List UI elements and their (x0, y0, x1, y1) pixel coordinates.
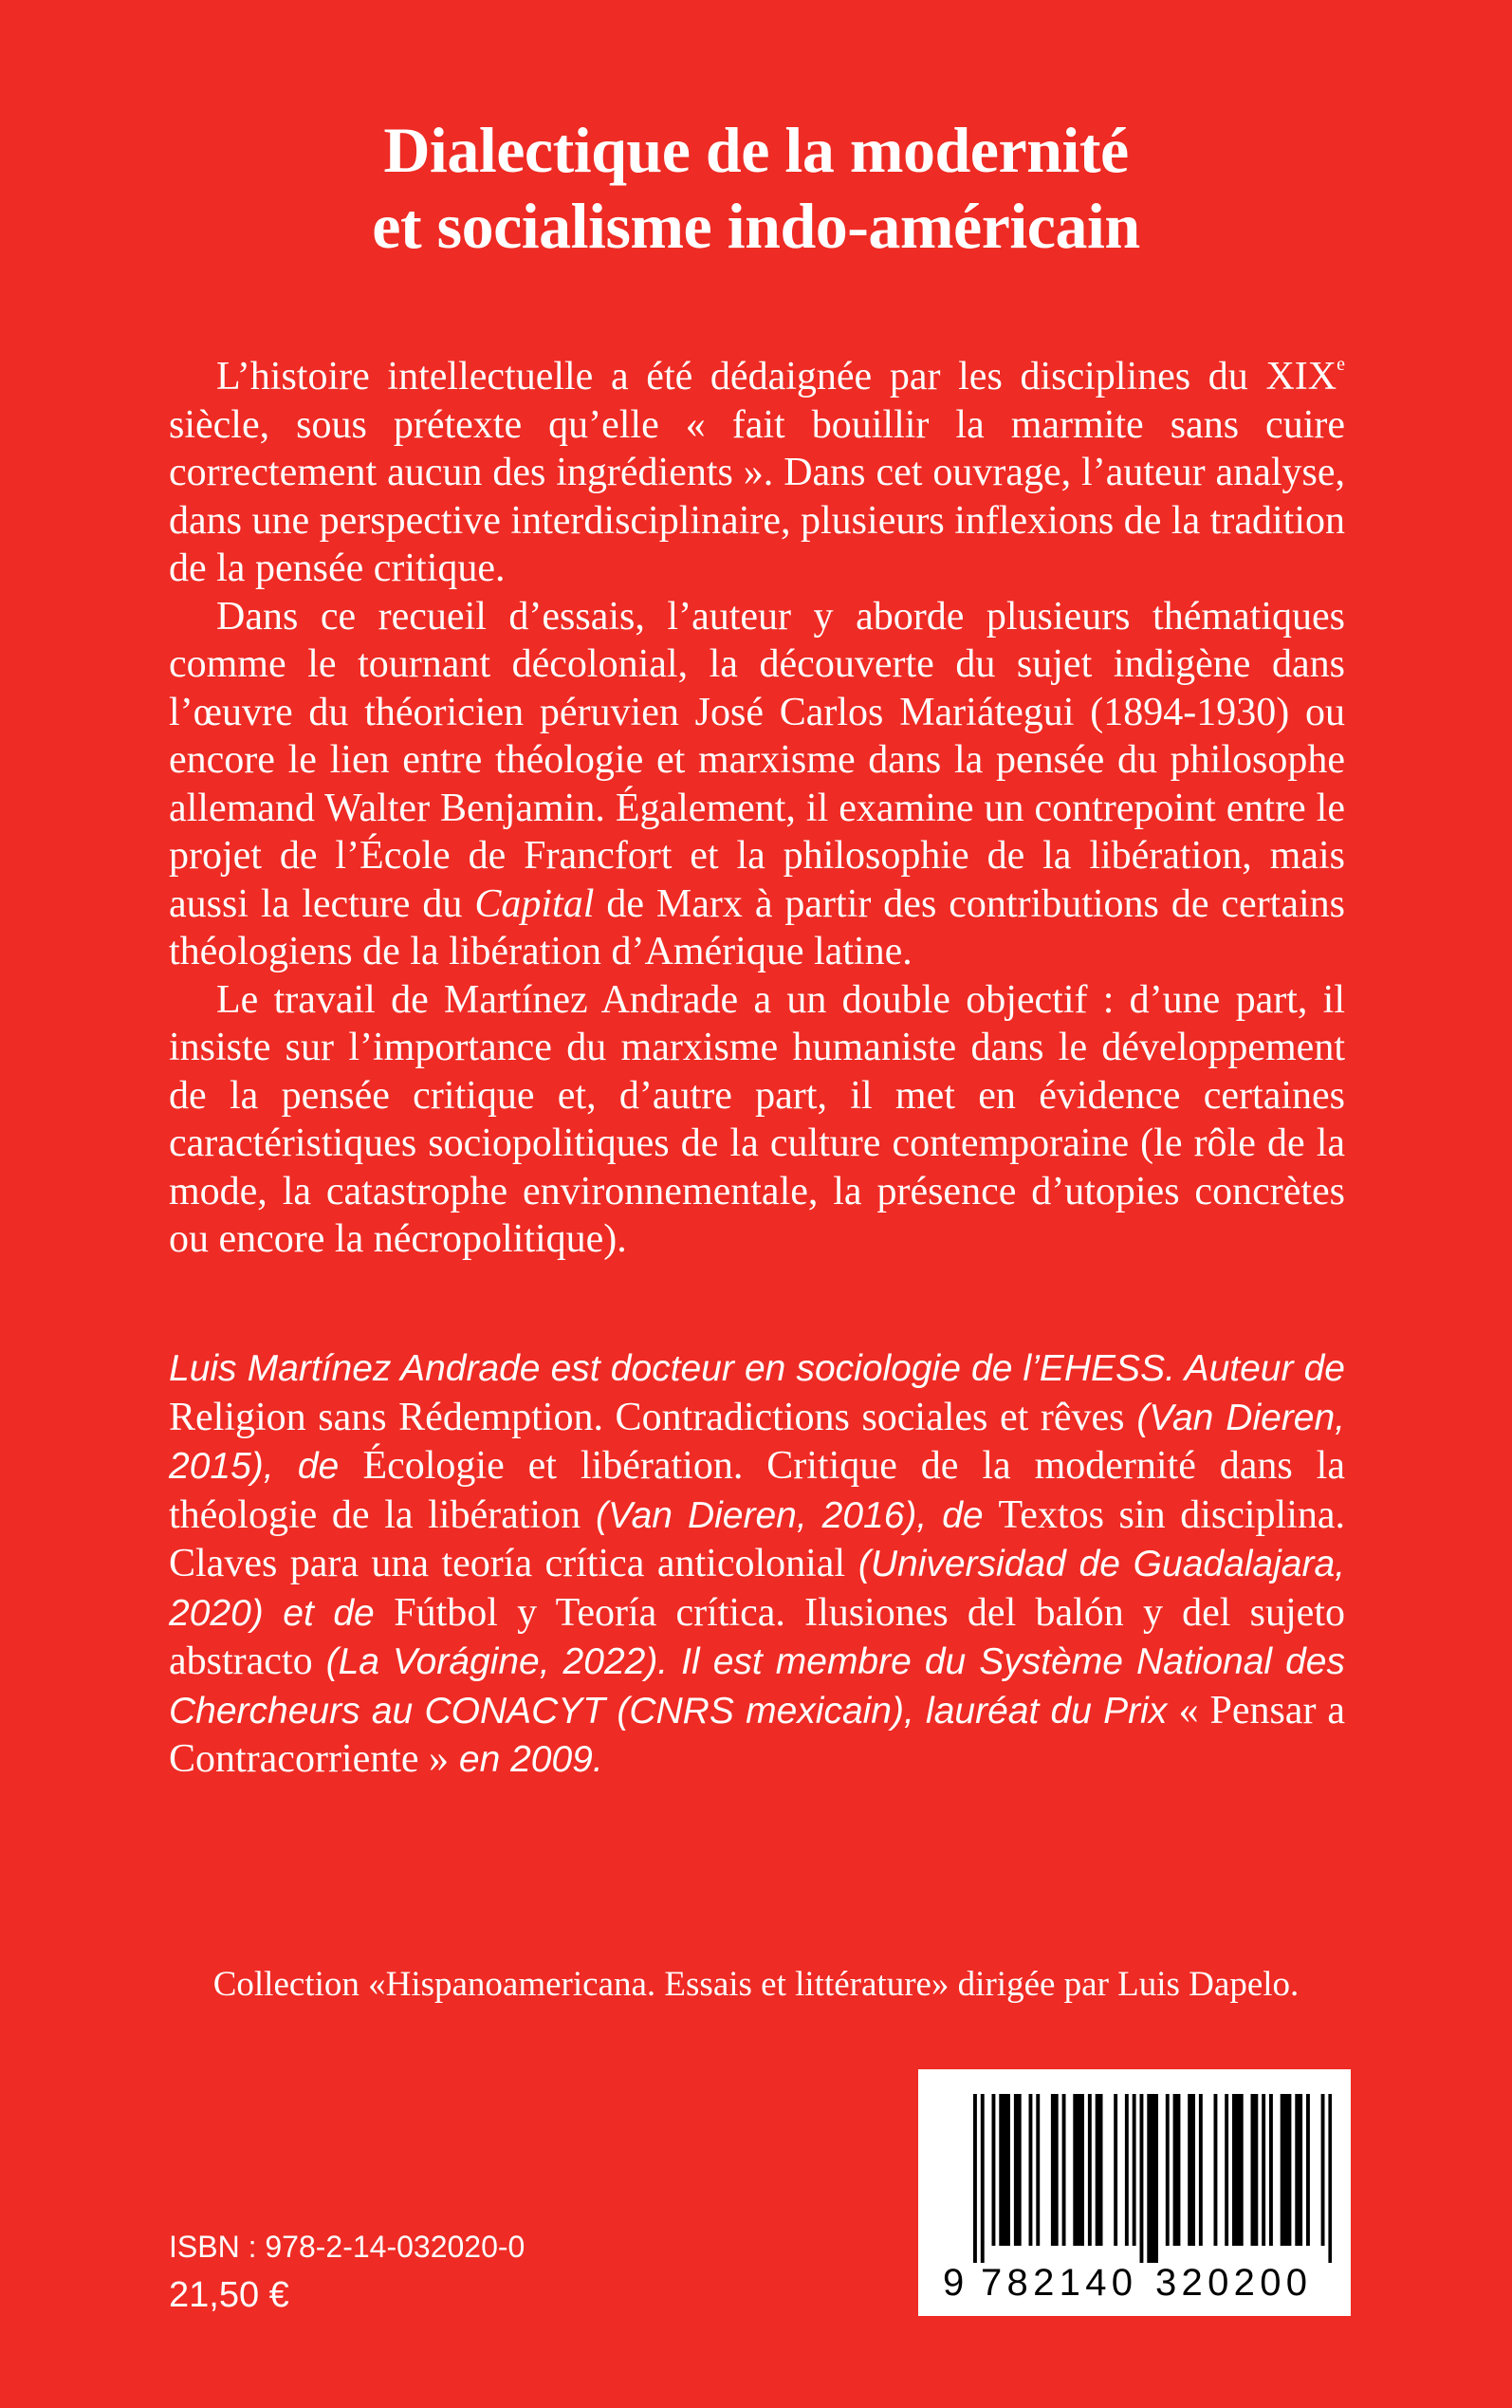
bio-italic-3: (Van Dieren, 2016), de (581, 1494, 999, 1536)
p2-italic-title: Capital (474, 881, 595, 926)
p2-text-a: Dans ce recueil d’essais, l’auteur y aborde plusieurs thématiques comme le tournant décolonial, la découverte du sujet indigène dans l’œuvre du théoricien péruvien José Carlos Mariátegui (1894-1930) ou encore le lien entre théologie et marxisme dans la pensée du philosophe allemand Walter Benjamin. Également, il examine un contrepoint entre le projet de l’École de Francfort et la philosophie de la libération, mais aussi la lecture du (169, 594, 1345, 926)
barcode-bar (1306, 2094, 1310, 2246)
barcode-bar (999, 2094, 1010, 2246)
bio-book-1: Religion sans Rédemption. Contradictions sociales et rêves (169, 1395, 1125, 1439)
collection-line: Collection «Hispanoamericana. Essais et littérature» dirigée par Luis Dapelo. (212, 1965, 1300, 2004)
barcode-bar (1295, 2094, 1302, 2246)
barcode-bar (1269, 2094, 1273, 2246)
barcode-bar (992, 2094, 996, 2246)
barcode-bar (1166, 2094, 1170, 2246)
barcode-bar (1188, 2094, 1195, 2246)
book-title (0, 112, 1512, 264)
barcode-bar (1114, 2094, 1117, 2246)
bio-book-4: Fútbol y Teoría crítica. Ilusiones del balón y del sujeto abstracto (169, 1590, 1345, 1683)
bio-italic-5: (La Vorágine, 2022). Il est membre du Système National des Chercheurs au CONACYT (CNRS mexicain), lauréat du Prix (169, 1641, 1345, 1732)
title-line-2: et socialisme indo-américain (372, 190, 1140, 262)
p1-superscript: e (1337, 354, 1345, 375)
barcode-bar (1096, 2094, 1103, 2246)
barcode-bar (1281, 2094, 1292, 2246)
barcode-bar (1051, 2094, 1059, 2246)
summary-paragraph-1 (169, 353, 1345, 593)
summary-paragraph-2 (169, 593, 1345, 976)
barcode-bar (1328, 2094, 1332, 2263)
barcode-right-digits: 320200 (1155, 2262, 1307, 2303)
summary-paragraph-3: Le travail de Martínez Andrade a un double objectif : d’une part, il insiste sur l’importance du marxisme humaniste dans le développement de la pensée critique et, d’autre part, il met en évidence certaines caractéristiques sociopolitiques de la culture contemporaine (le rôle de la mode, la catastrophe environnementale, la présence d’utopies concrètes ou encore la nécropolitique). (169, 977, 1345, 1261)
barcode-bar (1133, 2094, 1136, 2246)
bio-italic-1: Luis Martínez Andrade est docteur en sociologie de l’EHESS. Auteur de (169, 1348, 1345, 1389)
barcode-bar (1147, 2094, 1158, 2263)
barcode-bar (1088, 2094, 1092, 2246)
bio-italic-6: en 2009. (449, 1739, 603, 1780)
barcode-bar (1173, 2094, 1181, 2246)
barcode-bar (1125, 2094, 1129, 2246)
barcode-lead-digit: 9 (943, 2262, 965, 2303)
barcode-bar (1140, 2094, 1144, 2263)
barcode-bar (1199, 2094, 1203, 2246)
summary-text (169, 353, 1345, 1264)
bio-prize-name: « Pensar a Contracorriente » (169, 1688, 1345, 1781)
barcode-bar (973, 2094, 977, 2263)
barcode-bar (1262, 2094, 1265, 2246)
barcode-bar (1225, 2094, 1228, 2246)
barcode-bar (1321, 2094, 1325, 2246)
title-line-1: Dialectique de la modernité (383, 114, 1129, 186)
barcode-bar (1073, 2094, 1084, 2246)
p1-text-b: siècle, sous prétexte qu’elle « fait bouillir la marmite sans cuire correctement aucun des ingrédients ». Dans cet ouvrage, l’auteur analyse, dans une perspective interdisciplinaire, plusieurs inflexions de la tradition de la pensée critique. (169, 402, 1345, 590)
p1-text-a: L’histoire intellectuelle a été dédaignée par les disciplines du XIX (216, 355, 1337, 398)
barcode-bar (1062, 2094, 1066, 2246)
bio-italic-2: (Van Dieren, 2015), de (169, 1397, 1345, 1487)
p2-text-b: de Marx à partir des contributions de certains théologiens de la libération d’Amérique latine. (169, 881, 1346, 973)
barcode-bar (1029, 2094, 1033, 2246)
barcode-icon (937, 2094, 1332, 2303)
bio-italic-4: (Universidad de Guadalajara, 2020) et de (169, 1544, 1345, 1634)
isbn: ISBN : 978-2-14-032020-0 (169, 2230, 526, 2264)
barcode-bar (981, 2094, 985, 2263)
barcode-left-digits: 782140 (981, 2262, 1133, 2303)
author-bio (169, 1344, 1345, 1785)
author-bio-paragraph (169, 1344, 1345, 1785)
bio-book-3: Textos sin disciplina. Claves para una teoría crítica anticolonial (169, 1492, 1346, 1585)
barcode (918, 2069, 1351, 2316)
bio-book-2: Écologie et libération. Critique de la modernité dans la théologie de la libération (169, 1444, 1345, 1537)
barcode-bar (1014, 2094, 1022, 2246)
barcode-bar (1214, 2094, 1218, 2246)
barcode-bar (1251, 2094, 1259, 2246)
barcode-bar (1232, 2094, 1244, 2246)
price: 21,50 € (169, 2275, 289, 2315)
barcode-bar (1036, 2094, 1040, 2246)
